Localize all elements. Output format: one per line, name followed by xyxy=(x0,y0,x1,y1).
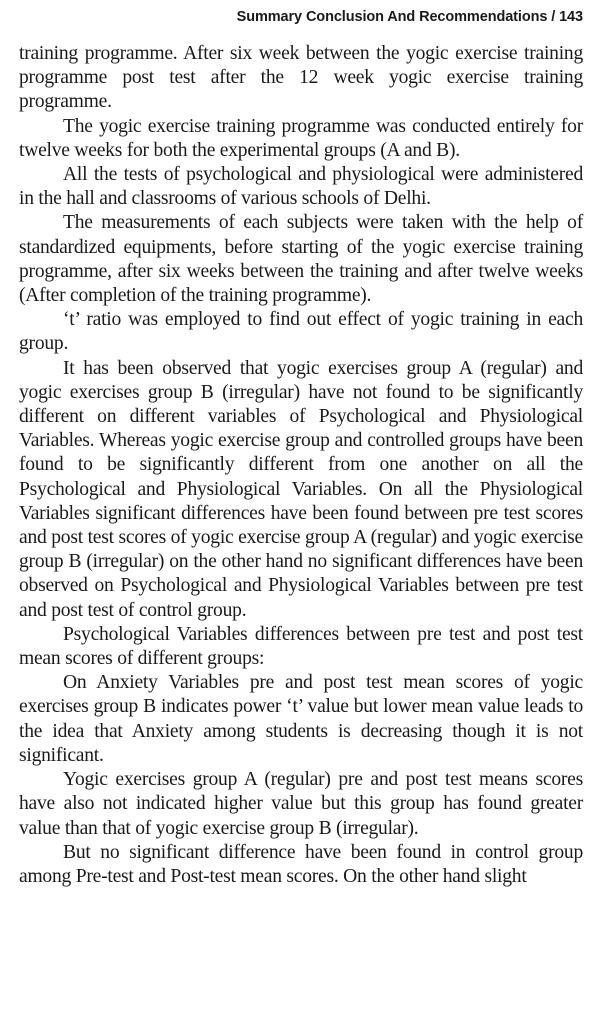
paragraph: The yogic exercise training programme was conducted entirely for twelve weeks for both the experimental groups (A and B). xyxy=(19,115,583,161)
paragraph: It has been observed that yogic exercises group A (regular) and yogic exercises group B (irregular) have not found to be significantly different on different variables of Psychological and Physiological Variables. Whereas yogic exercise group and controlled groups have been found to be significantly different from one another on all the Psychological and Physiological Variables. On all the Physiological Variables significant differences have been found between pre test scores and post test scores of yogic exercise group A (regular) and yogic exercise group B (irregular) on the other hand no significant differences have been observed on Psychological and Physiological Variables between pre test and post test of control group. xyxy=(19,357,583,621)
paragraph: All the tests of psychological and physiological were administered in the hall and classrooms of various schools of Delhi. xyxy=(19,164,583,210)
paragraph: On Anxiety Variables pre and post test mean scores of yogic exercises group B indicates power ‘t’ value but lower mean value leads to the idea that Anxiety among students is decreasing though it is not significant. xyxy=(19,672,583,766)
running-head: Summary Conclusion And Recommendations / 143 xyxy=(236,9,583,25)
paragraph: ‘t’ ratio was employed to find out effect of yogic training in each group. xyxy=(19,309,583,355)
paragraph-continued: training programme. After six week between the yogic exercise training programme post test after the 12 week yogic exercise training programme. xyxy=(19,43,583,113)
body-text xyxy=(19,42,583,889)
document-page xyxy=(19,6,583,889)
paragraph: Yogic exercises group A (regular) pre and post test means scores have also not indicated higher value but this group has found greater value than that of yogic exercise group B (irregular). xyxy=(19,769,583,839)
paragraph: Psychological Variables differences between pre test and post test mean scores of different groups: xyxy=(19,623,583,670)
paragraph: The measurements of each subjects were taken with the help of standardized equipments, before starting of the yogic exercise training programme, after six weeks between the training and after twelve weeks (After completion of the training programme). xyxy=(19,212,583,307)
paragraph: But no significant difference have been found in control group among Pre-test and Post-test mean scores. On the other hand slight xyxy=(19,841,583,887)
